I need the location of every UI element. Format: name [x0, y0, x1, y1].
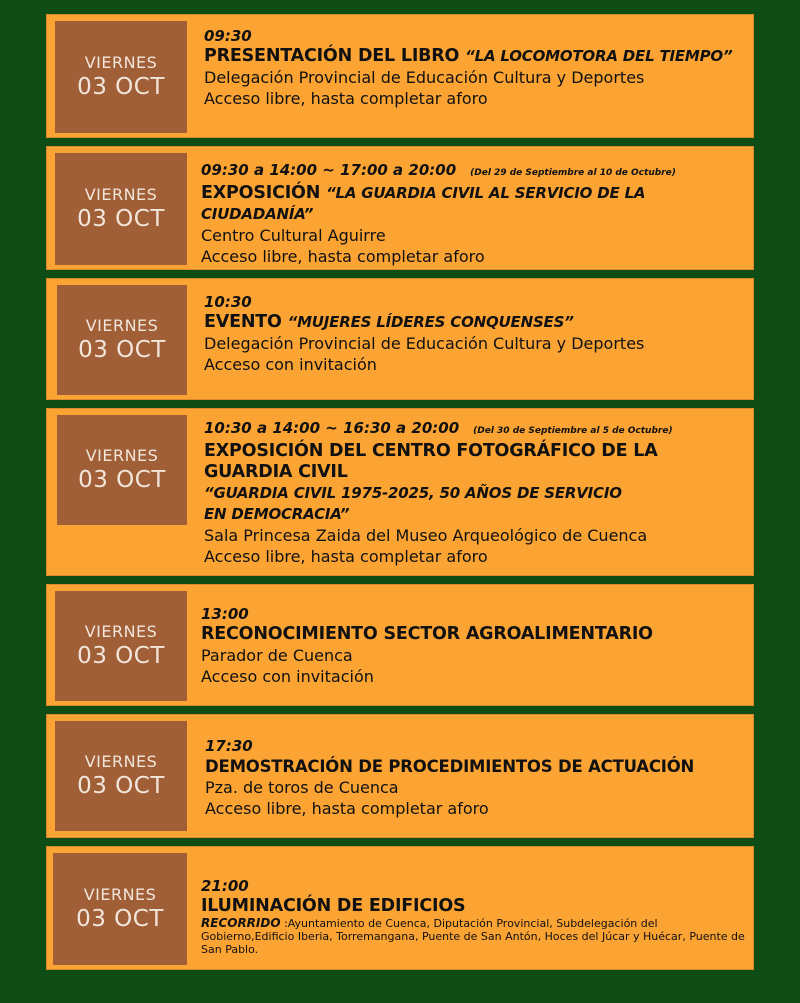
- date-label: 03 OCT: [77, 773, 165, 799]
- date-box: [55, 721, 187, 831]
- weekday-label: VIERNES: [83, 885, 157, 904]
- event-card: [46, 846, 754, 970]
- event-title: [201, 183, 751, 225]
- event-card: [46, 278, 754, 400]
- event-time: [201, 161, 751, 183]
- event-time: 13:00: [201, 605, 249, 623]
- weekday-label: VIERNES: [85, 446, 159, 465]
- date-label: 03 OCT: [76, 906, 164, 932]
- event-time: 10:30: [204, 293, 252, 311]
- event-date-range: (Del 29 de Septiembre al 10 de Octubre): [470, 168, 676, 178]
- event-title: [204, 312, 752, 333]
- event-venue: Sala Princesa Zaida del Museo Arqueológico de Cuenca: [204, 526, 648, 545]
- event-title-main: EVENTO: [204, 312, 282, 332]
- date-label: 03 OCT: [77, 74, 165, 100]
- event-title: RECONOCIMIENTO SECTOR AGROALIMENTARIO: [201, 624, 653, 644]
- event-info: [201, 161, 751, 267]
- event-venue: Delegación Provincial de Educación Cultura y Deportes: [204, 334, 645, 353]
- event-info: [204, 27, 752, 109]
- weekday-label: VIERNES: [84, 622, 158, 641]
- event-title-sub: “LA LOCOMOTORA DEL TIEMPO”: [465, 47, 733, 65]
- date-box: [53, 853, 187, 965]
- event-access: Acceso con invitación: [204, 355, 377, 374]
- event-info: [204, 419, 752, 567]
- event-access: Acceso libre, hasta completar aforo: [205, 799, 489, 818]
- event-time: 21:00: [201, 877, 249, 895]
- event-title-sub: “LA GUARDIA CIVIL AL SERVICIO DE LA CIUDADANÍA”: [201, 184, 646, 223]
- weekday-label: VIERNES: [84, 752, 158, 771]
- route-text: :Ayuntamiento de Cuenca, Diputación Provincial, Subdelegación del Gobierno,Edificio Iberia, Torremangana, Puente de San Antón, Hoces del Júcar y Huécar, Puente de San Pablo.: [201, 917, 745, 956]
- date-label: 03 OCT: [78, 337, 166, 363]
- event-date-range: (Del 30 de Septiembre al 5 de Octubre): [473, 426, 673, 436]
- event-access: Acceso libre, hasta completar aforo: [204, 89, 488, 108]
- event-venue: Parador de Cuenca: [201, 646, 353, 665]
- weekday-label: VIERNES: [84, 185, 158, 204]
- event-venue: Pza. de toros de Cuenca: [205, 778, 399, 797]
- event-info: [205, 737, 753, 819]
- event-access: Acceso libre, hasta completar aforo: [201, 247, 485, 266]
- event-title: DEMOSTRACIÓN DE PROCEDIMIENTOS DE ACTUACIÓN: [205, 757, 695, 776]
- event-info: [201, 605, 751, 687]
- date-box: [55, 153, 187, 265]
- date-box: [57, 285, 187, 395]
- event-time-text: 10:30 a 14:00 ~ 16:30 a 20:00: [204, 419, 460, 437]
- date-label: 03 OCT: [77, 206, 165, 232]
- date-box: [57, 415, 187, 525]
- event-access: Acceso libre, hasta completar aforo: [204, 547, 488, 566]
- date-box: [55, 591, 187, 701]
- event-card: [46, 14, 754, 138]
- event-time: [204, 419, 752, 441]
- event-venue: Centro Cultural Aguirre: [201, 226, 386, 245]
- date-box: [55, 21, 187, 133]
- event-title-sub: “GUARDIA CIVIL 1975-2025, 50 AÑOS DE SERVICIO EN DEMOCRACIA”: [204, 484, 622, 523]
- weekday-label: VIERNES: [84, 53, 158, 72]
- event-title-main: EXPOSICIÓN: [201, 183, 321, 203]
- event-title-main: PRESENTACIÓN DEL LIBRO: [204, 46, 460, 66]
- event-time: 09:30: [204, 27, 252, 45]
- event-time-text: 09:30 a 14:00 ~ 17:00 a 20:00: [201, 161, 457, 179]
- event-title-main: EXPOSICIÓN DEL CENTRO FOTOGRÁFICO DE LA GUARDIA CIVIL: [204, 441, 658, 482]
- route-description: [201, 917, 749, 956]
- event-title: [204, 46, 752, 67]
- route-label: RECORRIDO: [201, 916, 281, 930]
- event-card: [46, 714, 754, 838]
- date-label: 03 OCT: [78, 467, 166, 493]
- event-venue: Delegación Provincial de Educación Cultura y Deportes: [204, 68, 645, 87]
- event-access: Acceso con invitación: [201, 667, 374, 686]
- event-card: [46, 146, 754, 270]
- event-title: ILUMINACIÓN DE EDIFICIOS: [201, 896, 466, 916]
- event-card: [46, 584, 754, 706]
- event-title-sub: “MUJERES LÍDERES CONQUENSES”: [287, 313, 574, 331]
- event-info: [204, 293, 752, 375]
- weekday-label: VIERNES: [85, 316, 159, 335]
- event-time: 17:30: [205, 737, 253, 755]
- event-card: [46, 408, 754, 576]
- event-info: [201, 877, 749, 956]
- date-label: 03 OCT: [77, 643, 165, 669]
